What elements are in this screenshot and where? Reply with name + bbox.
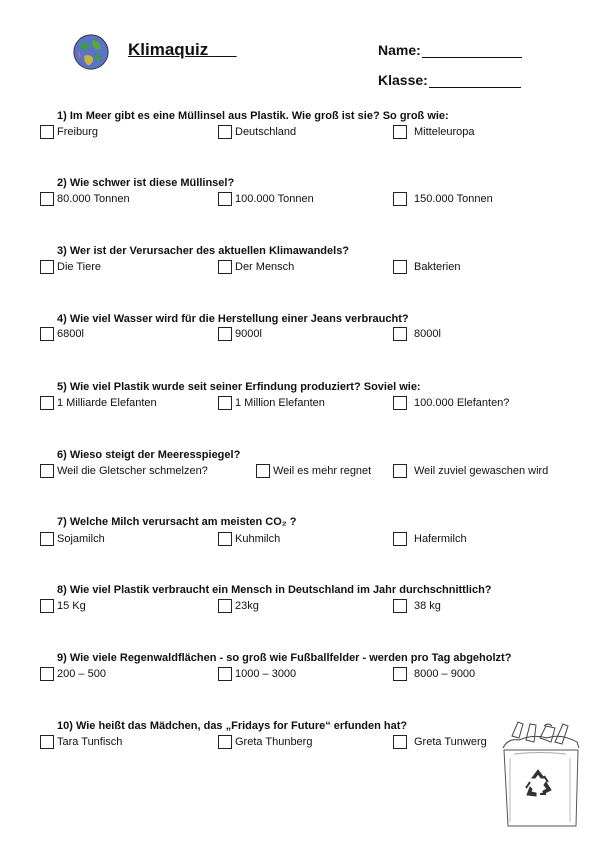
q6-option-b[interactable]: Weil es mehr regnet — [256, 464, 371, 478]
checkbox[interactable] — [218, 192, 232, 206]
class-label: Klasse: — [378, 72, 428, 88]
checkbox[interactable] — [218, 260, 232, 274]
q2-option-c[interactable]: 150.000 Tonnen — [393, 192, 493, 206]
question-8: 8) Wie viel Plastik verbraucht ein Mensch in Deutschland im Jahr durchschnittlich? — [57, 584, 492, 596]
name-label: Name: — [378, 42, 421, 58]
q6-option-c[interactable]: Weil zuviel gewaschen wird — [393, 464, 548, 478]
checkbox[interactable] — [40, 735, 54, 749]
checkbox[interactable] — [393, 192, 407, 206]
q8-option-b[interactable]: 23kg — [218, 599, 259, 613]
checkbox[interactable] — [40, 532, 54, 546]
checkbox[interactable] — [40, 260, 54, 274]
question-10: 10) Wie heißt das Mädchen, das „Fridays for Future“ erfunden hat? — [57, 720, 408, 732]
checkbox[interactable] — [393, 667, 407, 681]
question-4: 4) Wie viel Wasser wird für die Herstellung einer Jeans verbraucht? — [57, 313, 409, 325]
q10-option-b[interactable]: Greta Thunberg — [218, 735, 312, 749]
q1-option-b[interactable]: Deutschland — [218, 125, 296, 139]
checkbox[interactable] — [393, 260, 407, 274]
checkbox[interactable] — [40, 464, 54, 478]
question-1: 1) Im Meer gibt es eine Müllinsel aus Plastik. Wie groß ist sie? So groß wie: — [57, 110, 449, 122]
q5-option-b[interactable]: 1 Million Elefanten — [218, 396, 325, 410]
q8-option-c[interactable]: 38 kg — [393, 599, 441, 613]
q9-option-b[interactable]: 1000 – 3000 — [218, 667, 296, 681]
checkbox[interactable] — [393, 532, 407, 546]
q3-option-c[interactable]: Bakterien — [393, 260, 460, 274]
checkbox[interactable] — [40, 599, 54, 613]
checkbox[interactable] — [218, 396, 232, 410]
name-field[interactable] — [378, 42, 522, 58]
q7-option-b[interactable]: Kuhmilch — [218, 532, 280, 546]
q3-option-a[interactable]: Die Tiere — [40, 260, 101, 274]
q2-option-b[interactable]: 100.000 Tonnen — [218, 192, 314, 206]
globe-icon — [72, 33, 110, 71]
checkbox[interactable] — [218, 735, 232, 749]
question-9: 9) Wie viele Regenwaldflächen - so groß wie Fußballfelder - werden pro Tag abgeholzt? — [57, 652, 512, 664]
checkbox[interactable] — [393, 735, 407, 749]
recycling-bin-icon — [500, 718, 582, 830]
question-2: 2) Wie schwer ist diese Müllinsel? — [57, 177, 235, 189]
checkbox[interactable] — [393, 396, 407, 410]
q4-option-c[interactable]: 8000l — [393, 327, 441, 341]
checkbox[interactable] — [218, 327, 232, 341]
q9-option-a[interactable]: 200 – 500 — [40, 667, 106, 681]
checkbox[interactable] — [218, 125, 232, 139]
question-6: 6) Wieso steigt der Meeresspiegel? — [57, 449, 241, 461]
checkbox[interactable] — [393, 464, 407, 478]
checkbox[interactable] — [218, 667, 232, 681]
checkbox[interactable] — [40, 327, 54, 341]
q7-option-c[interactable]: Hafermilch — [393, 532, 467, 546]
checkbox[interactable] — [393, 599, 407, 613]
checkbox[interactable] — [218, 599, 232, 613]
question-3: 3) Wer ist der Verursacher des aktuellen Klimawandels? — [57, 245, 350, 257]
q5-option-c[interactable]: 100.000 Elefanten? — [393, 396, 509, 410]
checkbox[interactable] — [218, 532, 232, 546]
q10-option-a[interactable]: Tara Tunfisch — [40, 735, 122, 749]
q10-option-c[interactable]: Greta Tunwerg — [393, 735, 487, 749]
question-5: 5) Wie viel Plastik wurde seit seiner Erfindung produziert? Soviel wie: — [57, 381, 421, 393]
q9-option-c[interactable]: 8000 – 9000 — [393, 667, 475, 681]
class-field[interactable] — [378, 72, 521, 88]
page-title: Klimaquiz — [128, 40, 209, 59]
q2-option-a[interactable]: 80.000 Tonnen — [40, 192, 130, 206]
q6-option-a[interactable]: Weil die Gletscher schmelzen? — [40, 464, 208, 478]
q4-option-a[interactable]: 6800l — [40, 327, 84, 341]
checkbox[interactable] — [40, 667, 54, 681]
q5-option-a[interactable]: 1 Milliarde Elefanten — [40, 396, 157, 410]
checkbox[interactable] — [393, 125, 407, 139]
q3-option-b[interactable]: Der Mensch — [218, 260, 294, 274]
q7-option-a[interactable]: Sojamilch — [40, 532, 105, 546]
question-7: 7) Welche Milch verursacht am meisten CO₂ ? — [57, 516, 297, 528]
q4-option-b[interactable]: 9000l — [218, 327, 262, 341]
checkbox[interactable] — [393, 327, 407, 341]
checkbox[interactable] — [40, 192, 54, 206]
q8-option-a[interactable]: 15 Kg — [40, 599, 86, 613]
q1-option-c[interactable]: Mitteleuropa — [393, 125, 475, 139]
q1-option-a[interactable]: Freiburg — [40, 125, 98, 139]
checkbox[interactable] — [40, 396, 54, 410]
checkbox[interactable] — [256, 464, 270, 478]
checkbox[interactable] — [40, 125, 54, 139]
